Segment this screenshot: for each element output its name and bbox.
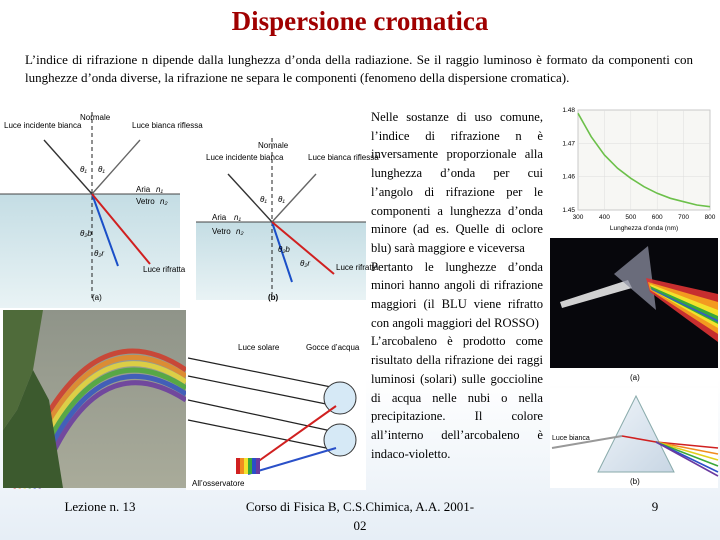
refracted-label-b: Luce rifratta xyxy=(336,263,379,272)
theta1r-label-b: θ₁ xyxy=(278,195,285,204)
sun-label: Luce solare xyxy=(238,343,280,352)
side-para-1: Nelle sostanze di uso comune, l’indice di rifrazione n è inversamente proporzionale alla lunghezza d’onda per cui l’angolo di rifrazione per le componenti a lunghezza d’onda minore (ad es. Quelle di oclore blu) sarà maggiore e viceversa xyxy=(371,110,543,255)
ray-to-observer-blue xyxy=(248,448,336,474)
prism-caption-a: (a) xyxy=(630,373,640,382)
chart-x-tick-label: 500 xyxy=(625,214,637,221)
drops-label: Gocce d’acqua xyxy=(306,343,360,352)
chart-plot-area xyxy=(578,110,710,210)
side-text xyxy=(371,108,543,463)
chart-x-tick-label: 300 xyxy=(572,214,584,221)
prism-triangle xyxy=(598,396,674,472)
theta1-label-a: θ₁ xyxy=(80,165,87,174)
normal-label-a: Normale xyxy=(80,113,111,122)
white-light-label: Luce bianca xyxy=(552,435,590,442)
chart-y-tick-label: 1.46 xyxy=(562,173,575,181)
air-label-a: Aria xyxy=(136,185,151,194)
chart-x-tick-label: 800 xyxy=(704,214,716,221)
chart-y-tick-label: 1.47 xyxy=(562,140,575,148)
glass-block-a xyxy=(0,194,180,308)
footer-course: Corso di Fisica B, C.S.Chimica, A.A. 2001-02 xyxy=(245,499,475,533)
normal-label-b: Normale xyxy=(258,141,289,150)
side-para-2: Pertanto le lunghezze d’onda minori hanno angoli di rifrazione maggiori (il BLU viene rifratto con angoli maggiori del ROSSO) xyxy=(371,259,543,330)
chart-y-tick-label: 1.45 xyxy=(562,207,575,214)
air-label-b: Aria xyxy=(212,213,227,222)
reflected-label-b: Luce bianca riflessa xyxy=(308,153,379,162)
side-para-3: L’arcobaleno è prodotto come risultato della rifrazione dei raggi luminosi (solari) sulle goccioline di acqua nelle nubi o nella precipitazione. Il colore all’interno dell’arcobaleno è indaco-violetto. xyxy=(371,334,543,461)
theta1-label-b: θ₁ xyxy=(260,195,267,204)
prism-photo xyxy=(550,238,718,386)
refracted-label-a: Luce rifratta xyxy=(143,265,186,274)
raindrop-upper xyxy=(324,382,356,414)
incident-label-a: Luce incidente bianca xyxy=(4,121,82,130)
prism-diagram xyxy=(550,388,718,488)
slide-title: Dispersione cromatica xyxy=(231,6,489,36)
theta2r-label-a: θ₂r xyxy=(94,249,105,258)
glass-label-a: Vetro xyxy=(136,197,155,206)
raindrop-diagram xyxy=(186,340,366,490)
reflected-label-a: Luce bianca riflessa xyxy=(132,121,203,130)
chart-x-tick-label: 400 xyxy=(598,214,610,221)
n1-label-b: n₁ xyxy=(234,213,241,222)
n1-label-a: n₁ xyxy=(156,185,163,194)
observer-spectrum xyxy=(236,458,260,474)
raindrop-lower xyxy=(324,424,356,456)
chart-y-tick-label: 1.48 xyxy=(562,107,575,114)
theta2r-label-b: θ₂r xyxy=(300,259,311,268)
caption-b: (b) xyxy=(268,293,279,302)
caption-a: (a) xyxy=(92,293,102,302)
theta2b-label-a: θ₂b xyxy=(80,229,92,238)
glass-label-b: Vetro xyxy=(212,227,231,236)
rainbow-photo xyxy=(3,310,186,488)
prism-caption-b: (b) xyxy=(630,477,640,486)
chart-x-tick-label: 600 xyxy=(651,214,663,221)
theta1r-label-a: θ₁ xyxy=(98,165,105,174)
incident-label-b: Luce incidente bianca xyxy=(206,153,284,162)
theta2b-label-b: θ₂b xyxy=(278,245,290,254)
refraction-diagram xyxy=(0,104,379,308)
footer-lecture: Lezione n. 13 xyxy=(64,499,136,514)
refractive-index-chart xyxy=(552,104,718,236)
n2-label-b: n₂ xyxy=(236,227,244,236)
footer-page: 9 xyxy=(651,499,659,514)
chart-xlabel: Lunghezza d’onda (nm) xyxy=(609,225,679,232)
chart-x-tick-label: 700 xyxy=(678,214,690,221)
n2-label-a: n₂ xyxy=(160,197,168,206)
observer-label: All’osservatore xyxy=(192,479,245,488)
intro-text: L’indice di rifrazione n dipende dalla lunghezza d’onda della radiazione. Se il raggio luminoso è formato da componenti con lunghezze d’onda diverse, la rifrazione ne separa le componenti (fenomeno della dispersione cromatica). xyxy=(25,52,693,85)
